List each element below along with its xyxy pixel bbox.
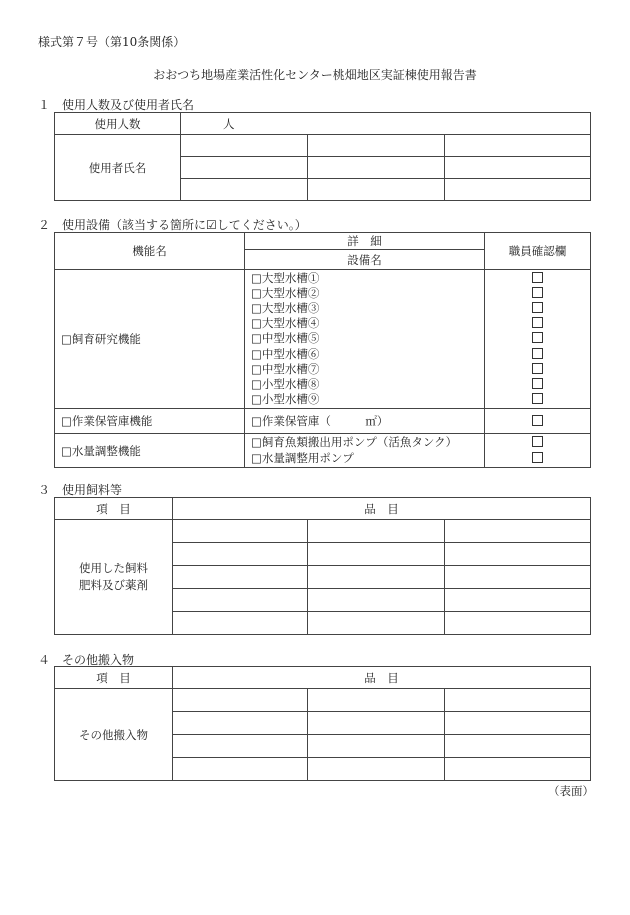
feed-table bbox=[54, 497, 591, 635]
feed-item-cell[interactable] bbox=[445, 589, 591, 612]
equipment-checkbox[interactable]: □小型水槽⑧ bbox=[251, 376, 320, 391]
other-item-cell[interactable] bbox=[308, 735, 445, 758]
user-name-cell[interactable] bbox=[181, 157, 308, 179]
feed-item-cell[interactable] bbox=[173, 543, 308, 566]
equipment-checkbox[interactable]: □中型水槽⑥ bbox=[251, 346, 320, 361]
staff-check-water bbox=[485, 434, 591, 468]
section3-heading: ３ 使用飼料等 bbox=[38, 483, 123, 497]
staff-checkbox[interactable] bbox=[532, 363, 543, 374]
other-item-cell[interactable] bbox=[173, 689, 308, 712]
equipment-list-breeding bbox=[245, 270, 485, 409]
other-items-table bbox=[54, 666, 591, 781]
equipment-checkbox[interactable]: □大型水槽③ bbox=[251, 301, 320, 316]
staff-checkbox[interactable] bbox=[532, 317, 543, 328]
other-item-cell[interactable] bbox=[173, 735, 308, 758]
feed-item-cell[interactable] bbox=[308, 566, 445, 589]
form-id: 様式第７号（第10条関係） bbox=[38, 35, 186, 49]
feed-label bbox=[55, 520, 173, 635]
user-name-cell[interactable] bbox=[308, 135, 445, 157]
staff-check-storage bbox=[485, 409, 591, 434]
col-function-header: 機能名 bbox=[55, 233, 245, 270]
col-goods-header: 品 目 bbox=[173, 667, 591, 689]
col-goods-header: 品 目 bbox=[173, 498, 591, 520]
equipment-checkbox[interactable]: □水量調整用ポンプ bbox=[251, 450, 354, 465]
feed-item-cell[interactable] bbox=[173, 520, 308, 543]
users-table bbox=[54, 112, 591, 201]
feed-label-line2: 肥料及び薬剤 bbox=[79, 578, 148, 592]
equipment-checkbox[interactable]: □大型水槽④ bbox=[251, 316, 320, 331]
equipment-checkbox[interactable]: □飼育魚類搬出用ポンプ（活魚タンク） bbox=[251, 435, 458, 450]
section2-heading: ２ 使用設備（該当する箇所に☑してください。） bbox=[38, 218, 307, 232]
user-name-cell[interactable] bbox=[445, 157, 591, 179]
staff-checkbox[interactable] bbox=[532, 287, 543, 298]
feed-item-cell[interactable] bbox=[445, 566, 591, 589]
equipment-list-water bbox=[245, 434, 485, 468]
function-breeding[interactable]: □飼育研究機能 bbox=[55, 270, 245, 409]
page-side-label: （表面） bbox=[548, 784, 594, 798]
user-name-cell[interactable] bbox=[181, 135, 308, 157]
staff-checkbox[interactable] bbox=[532, 452, 543, 463]
staff-checkbox[interactable] bbox=[532, 393, 543, 404]
equipment-checkbox[interactable]: □大型水槽② bbox=[251, 285, 320, 300]
staff-checkbox[interactable] bbox=[532, 302, 543, 313]
feed-item-cell[interactable] bbox=[445, 612, 591, 635]
other-item-cell[interactable] bbox=[308, 758, 445, 781]
feed-item-cell[interactable] bbox=[308, 589, 445, 612]
col-item-header: 項 目 bbox=[55, 498, 173, 520]
users-count-label: 使用人数 bbox=[55, 113, 181, 135]
other-item-cell[interactable] bbox=[173, 758, 308, 781]
staff-checkbox[interactable] bbox=[532, 332, 543, 343]
other-item-cell[interactable] bbox=[445, 735, 591, 758]
user-name-cell[interactable] bbox=[308, 157, 445, 179]
staff-checkbox[interactable] bbox=[532, 378, 543, 389]
equipment-checkbox[interactable]: □中型水槽⑦ bbox=[251, 361, 320, 376]
equipment-checkbox[interactable]: □作業保管庫（ ㎡） bbox=[245, 409, 485, 434]
other-items-label: その他搬入物 bbox=[55, 689, 173, 781]
staff-checkbox[interactable] bbox=[532, 348, 543, 359]
user-name-cell[interactable] bbox=[445, 179, 591, 201]
staff-check-breeding bbox=[485, 270, 591, 409]
user-names-label: 使用者氏名 bbox=[55, 135, 181, 201]
users-count-field[interactable] bbox=[181, 113, 591, 135]
section4-heading: ４ その他搬入物 bbox=[38, 653, 135, 667]
function-water[interactable]: □水量調整機能 bbox=[55, 434, 245, 468]
user-name-cell[interactable] bbox=[445, 135, 591, 157]
staff-checkbox[interactable] bbox=[532, 272, 543, 283]
feed-item-cell[interactable] bbox=[445, 520, 591, 543]
user-name-cell[interactable] bbox=[181, 179, 308, 201]
col-equipment-header: 設備名 bbox=[245, 250, 485, 270]
other-item-cell[interactable] bbox=[173, 712, 308, 735]
feed-item-cell[interactable] bbox=[173, 566, 308, 589]
equipment-checkbox[interactable]: □大型水槽① bbox=[251, 270, 320, 285]
feed-label-line1: 使用した飼料 bbox=[79, 561, 148, 575]
equipment-checkbox[interactable]: □中型水槽⑤ bbox=[251, 331, 320, 346]
other-item-cell[interactable] bbox=[445, 712, 591, 735]
col-detail-header: 詳 細 bbox=[245, 233, 485, 250]
other-item-cell[interactable] bbox=[308, 689, 445, 712]
feed-item-cell[interactable] bbox=[173, 612, 308, 635]
other-item-cell[interactable] bbox=[445, 689, 591, 712]
other-item-cell[interactable] bbox=[445, 758, 591, 781]
col-item-header: 項 目 bbox=[55, 667, 173, 689]
other-item-cell[interactable] bbox=[308, 712, 445, 735]
staff-checkbox[interactable] bbox=[532, 436, 543, 447]
equipment-checkbox[interactable]: □小型水槽⑨ bbox=[251, 392, 320, 407]
section1-heading: １ 使用人数及び使用者氏名 bbox=[38, 98, 195, 112]
function-storage[interactable]: □作業保管庫機能 bbox=[55, 409, 245, 434]
feed-item-cell[interactable] bbox=[308, 543, 445, 566]
equipment-table bbox=[54, 232, 591, 468]
feed-item-cell[interactable] bbox=[308, 520, 445, 543]
page-title: おおつち地場産業活性化センター桃畑地区実証棟使用報告書 bbox=[153, 68, 477, 82]
feed-item-cell[interactable] bbox=[308, 612, 445, 635]
user-name-cell[interactable] bbox=[308, 179, 445, 201]
feed-item-cell[interactable] bbox=[173, 589, 308, 612]
col-staff-header: 職員確認欄 bbox=[485, 233, 591, 270]
staff-checkbox[interactable] bbox=[532, 415, 543, 426]
users-unit: 人 bbox=[223, 116, 235, 131]
feed-item-cell[interactable] bbox=[445, 543, 591, 566]
